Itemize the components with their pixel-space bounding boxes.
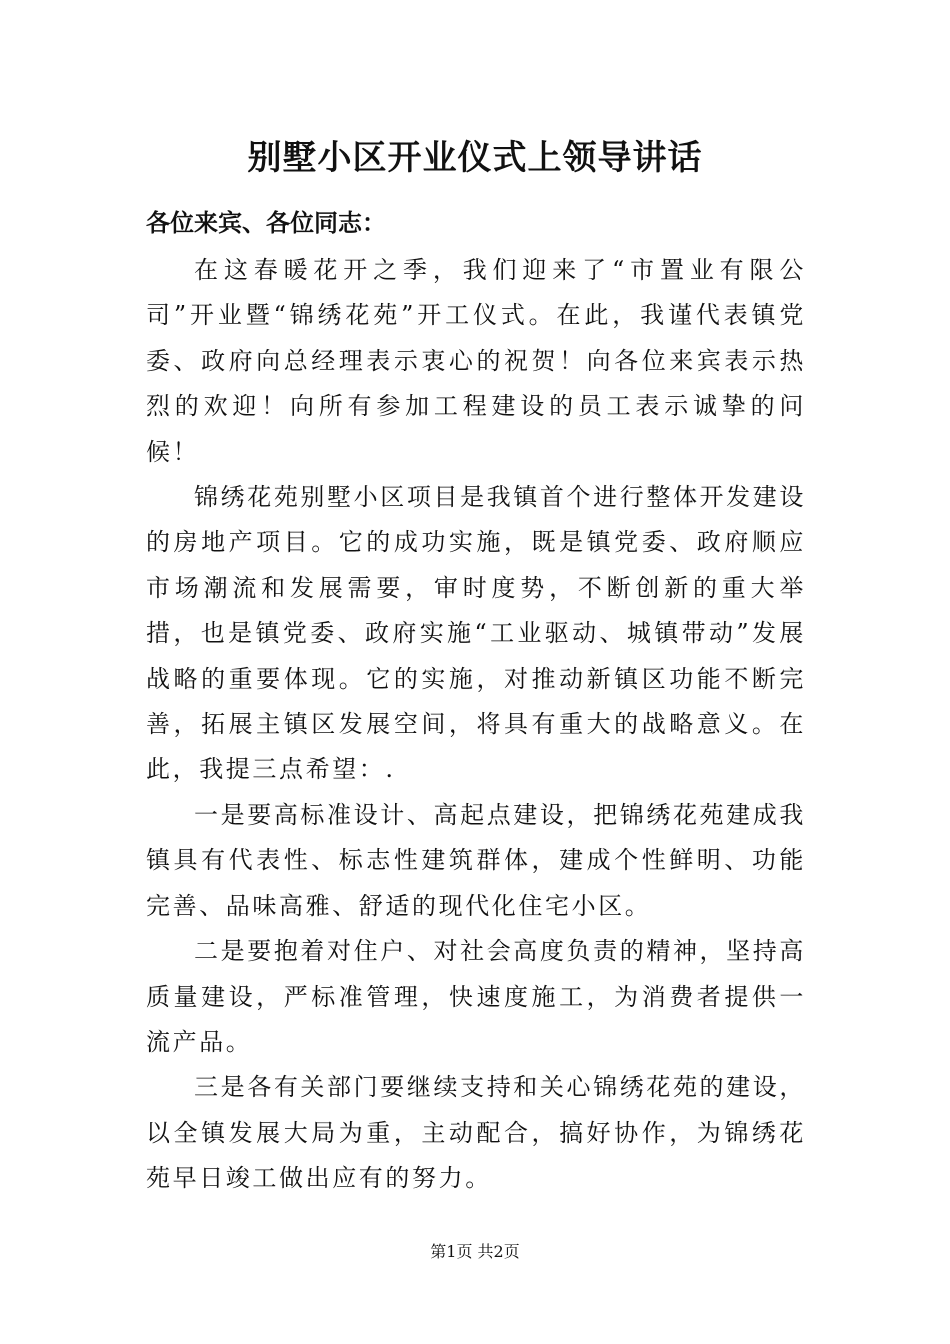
page-footer: 第1页 共2页 [430,1242,520,1261]
paragraph-4: 二是要抱着对住户、对社会高度负责的精神，坚持高质量建设，严标准管理，快速度施工，为消费者提供一流产品。 [146,937,806,1056]
paragraph-3: 一是要高标准设计、高起点建设，把锦绣花苑建成我镇具有代表性、标志性建筑群体，建成个性鲜明、功能完善、品味高雅、舒适的现代化住宅小区。 [146,800,806,920]
salutation: 各位来宾、各位同志： [146,208,386,237]
document-body [146,248,806,1202]
paragraph-5: 三是各有关部门要继续支持和关心锦绣花苑的建设，以全镇发展大局为重，主动配合，搞好协作，为锦绣花苑早日竣工做出应有的努力。 [146,1073,806,1193]
document-title: 别墅小区开业仪式上领导讲话 [247,138,703,178]
paragraph-2: 锦绣花苑别墅小区项目是我镇首个进行整体开发建设的房地产项目。它的成功实施，既是镇党委、政府顺应市场潮流和发展需要，审时度势，不断创新的重大举措，也是镇党委、政府实施“工业驱动、城镇带动”发展战略的重要体现。它的实施，对推动新镇区功能不断完善，拓展主镇区发展空间，将具有重大的战略意义。在此，我提三点希望：. [146,483,806,784]
paragraph-1: 在这春暖花开之季，我们迎来了“市置业有限公司”开业暨“锦绣花苑”开工仪式。在此，我谨代表镇党委、政府向总经理表示衷心的祝贺！向各位来宾表示热烈的欢迎！向所有参加工程建设的员工表示诚挚的问候！ [146,256,806,466]
